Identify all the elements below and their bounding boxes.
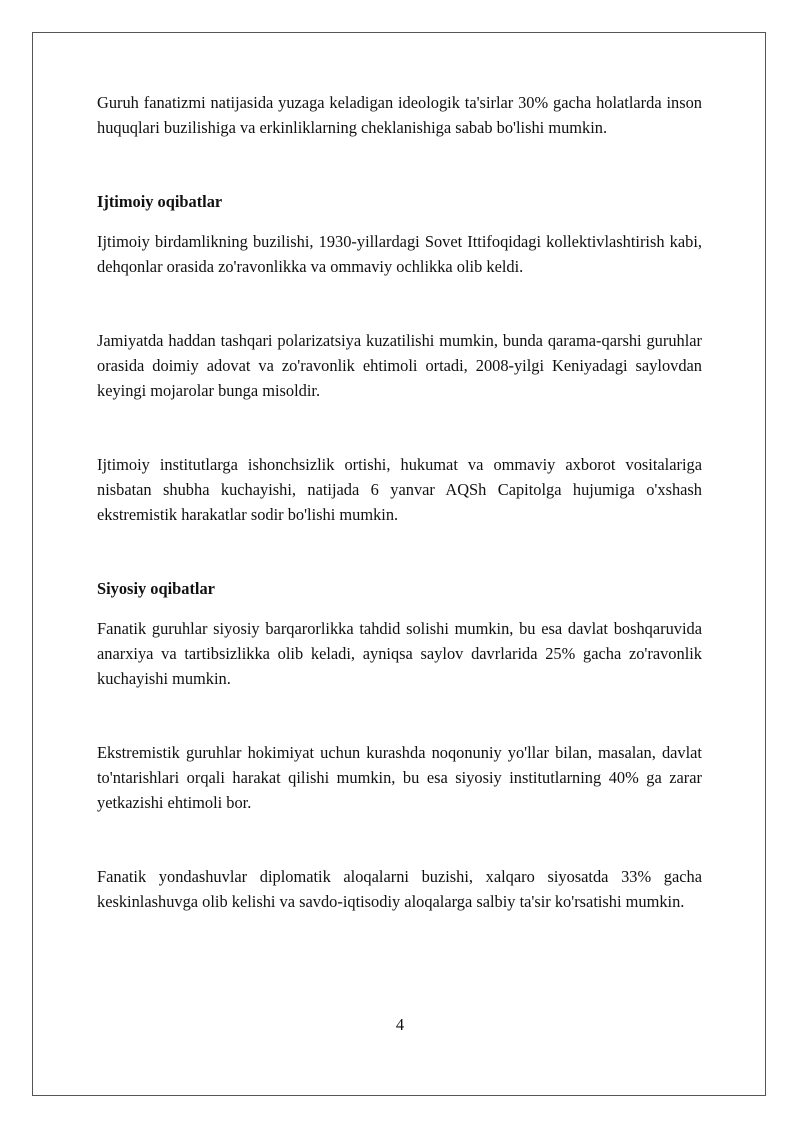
spacer	[97, 214, 702, 229]
paragraph-social-2: Jamiyatda haddan tashqari polarizatsiya kuzatilishi mumkin, bunda qarama-qarshi guruhlar orasida doimiy adovat va zo'ravonlik ehtimoli ortadi, 2008-yilgi Keniyadagi saylovdan keyingi mojarolar bunga misoldir.	[97, 331, 702, 400]
paragraph-political-3: Fanatik yondashuvlar diplomatik aloqalarni buzishi, xalqaro siyosatda 33% gacha keskinlashuvga olib kelishi va savdo-iqtisodiy aloqalarga salbiy ta'sir ko'rsatishi mumkin.	[97, 867, 702, 911]
page-number: 4	[395, 1015, 405, 1034]
paragraph-political-2: Ekstremistik guruhlar hokimiyat uchun kurashda noqonuniy yo'llar bilan, masalan, davlat to'ntarishlari orqali harakat qilishi mumkin, bu esa siyosiy institutlarning 40% ga zarar yetkazishi ehtimoli bor.	[97, 743, 702, 812]
spacer	[97, 403, 702, 452]
spacer	[97, 601, 702, 616]
spacer	[97, 140, 702, 189]
paragraph-social-1: Ijtimoiy birdamlikning buzilishi, 1930-yillardagi Sovet Ittifoqidagi kollektivlashtirish kabi, dehqonlar orasida zo'ravonlikka va ommaviy ochlikka olib keldi.	[97, 232, 702, 276]
spacer	[97, 691, 702, 740]
document-body	[97, 90, 702, 914]
paragraph-political-1: Fanatik guruhlar siyosiy barqarorlikka tahdid solishi mumkin, bu esa davlat boshqaruvida anarxiya va tartibsizlikka olib keladi, ayniqsa saylov davrlarida 25% gacha zo'ravonlik kuchayishi mumkin.	[97, 619, 702, 688]
heading-political-consequences: Siyosiy oqibatlar	[97, 579, 215, 598]
spacer	[97, 527, 702, 576]
spacer	[97, 279, 702, 328]
spacer	[97, 815, 702, 864]
paragraph-intro: Guruh fanatizmi natijasida yuzaga keladigan ideologik ta'sirlar 30% gacha holatlarda inson huquqlari buzilishiga va erkinliklarning cheklanishiga sabab bo'lishi mumkin.	[97, 93, 702, 137]
paragraph-social-3: Ijtimoiy institutlarga ishonchsizlik ortishi, hukumat va ommaviy axborot vositalariga nisbatan shubha kuchayishi, natijada 6 yanvar AQSh Capitolga hujumiga o'xshash ekstremistik harakatlar sodir bo'lishi mumkin.	[97, 455, 702, 524]
heading-social-consequences: Ijtimoiy oqibatlar	[97, 192, 223, 211]
